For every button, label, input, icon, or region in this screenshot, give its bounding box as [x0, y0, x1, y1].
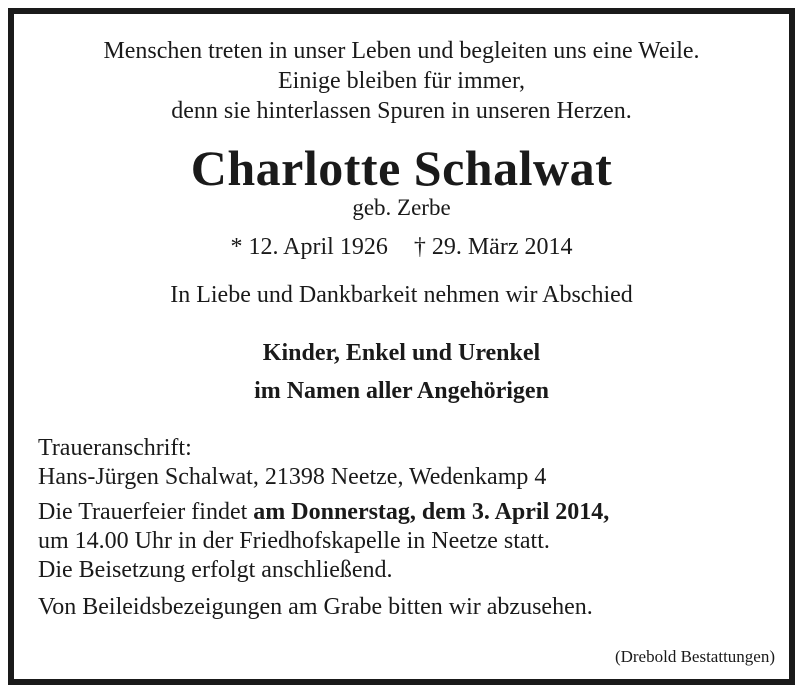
motto [14, 36, 789, 126]
family-line-2: im Namen aller Angehörigen [254, 378, 549, 404]
ceremony-prefix: Die Trauerfeier findet [38, 499, 254, 525]
address-value: Hans-Jürgen Schalwat, 21398 Neetze, Wedenkamp 4 [38, 464, 547, 490]
death-date: † 29. März 2014 [413, 234, 573, 260]
farewell-text: In Liebe und Dankbarkeit nehmen wir Abschied [170, 282, 633, 308]
motto-line-2: Einige bleiben für immer, [278, 68, 525, 94]
ceremony-line-2: um 14.00 Uhr in der Friedhofskapelle in Neetze statt. [38, 528, 550, 554]
obituary-frame [8, 8, 795, 685]
undertaker-credit: (Drebold Bestattungen) [614, 647, 775, 666]
ceremony-line-3: Die Beisetzung erfolgt anschließend. [38, 557, 393, 583]
address-label: Traueranschrift: [38, 435, 192, 461]
deceased-name: Charlotte Schalwat [190, 140, 613, 196]
family-signature [14, 334, 789, 410]
birth-name: geb. Zerbe [352, 195, 451, 220]
life-dates [14, 232, 789, 262]
birth-date: * 12. April 1926 [230, 234, 388, 260]
funeral-info [38, 434, 779, 622]
ceremony-date: am Donnerstag, dem 3. April 2014, [253, 499, 610, 525]
family-line-1: Kinder, Enkel und Urenkel [262, 340, 541, 366]
ceremony-line-1 [38, 498, 779, 527]
motto-line-3: denn sie hinterlassen Spuren in unseren Herzen. [171, 98, 632, 124]
obituary-content [14, 14, 789, 679]
motto-line-1: Menschen treten in unser Leben und begleiten uns eine Weile. [103, 38, 700, 64]
condolence-note: Von Beileidsbezeigungen am Grabe bitten wir abzusehen. [38, 594, 593, 620]
